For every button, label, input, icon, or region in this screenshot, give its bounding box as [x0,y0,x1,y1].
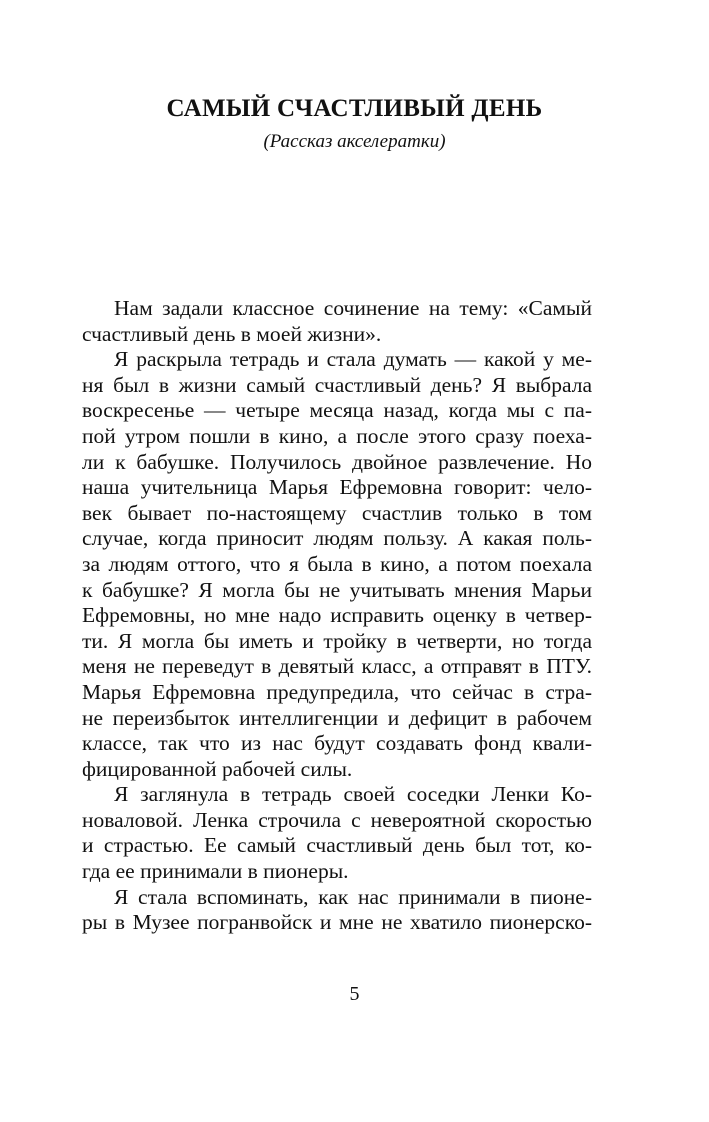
text-line: Я раскрыла тетрадь и стала думать — какой у ме- [114,347,592,372]
body-text [82,296,592,936]
text-line: ры в Музее погранвойск и мне не хватило пионерско- [82,910,592,935]
text-line: к бабушке? Я могла бы не учитывать мнения Марьи [82,577,592,602]
text-line: Нам задали классное сочинение на тему: «Самый [114,296,592,320]
paragraph [82,296,592,347]
text-line: наша учительница Марья Ефремовна говорит: чело- [82,475,592,500]
text-line: Ефремовны, но мне надо исправить оценку в четвер- [82,603,592,628]
text-line: воскресенье — четыре месяца назад, когда мы с па- [82,398,592,423]
text-line: ня был в жизни самый счастливый день? Я выбрала [82,372,592,397]
text-line: Марья Ефремовна предупредила, что сейчас в стра- [82,679,592,704]
text-line: гда ее принимали в пионеры. [82,859,349,884]
text-line: не переизбыток интеллигенции и дефицит в рабочем [82,705,592,730]
text-line: век бывает по-настоящему счастлив только в том [82,500,592,525]
page-number: 5 [349,983,360,1005]
text-line: за людям оттого, что я была в кино, а потом поехала [82,551,592,576]
text-line: фицированной рабочей силы. [82,756,353,781]
text-line: пой утром пошли в кино, а после этого сразу поеха- [82,423,592,448]
text-line: классе, так что из нас будут создавать фонд квали- [82,731,592,756]
text-line: случае, когда приносит людям пользу. А какая поль- [82,526,592,551]
paragraph [82,347,592,782]
text-line: счастливый день в моей жизни». [82,321,382,346]
paragraph [82,782,592,884]
text-line: и страстью. Ее самый счастливый день был тот, ко- [82,833,592,858]
text-line: Я заглянула в тетрадь своей соседки Ленки Ко- [114,782,592,807]
paragraph [82,885,592,936]
text-line: ти. Я могла бы иметь и тройку в четверти, но тогда [82,628,592,653]
text-line: новаловой. Ленка строчила с невероятной скоростью [82,807,592,832]
chapter-title: САМЫЙ СЧАСТЛИВЫЙ ДЕНЬ [166,95,543,122]
text-line: Я стала вспоминать, как нас принимали в пионе- [114,884,592,909]
chapter-subtitle: (Рассказ акселератки) [263,131,446,152]
text-line: ли к бабушке. Получилось двойное развлечение. Но [82,449,592,474]
text-line: меня не переведут в девятый класс, а отправят в ПТУ. [82,654,592,679]
